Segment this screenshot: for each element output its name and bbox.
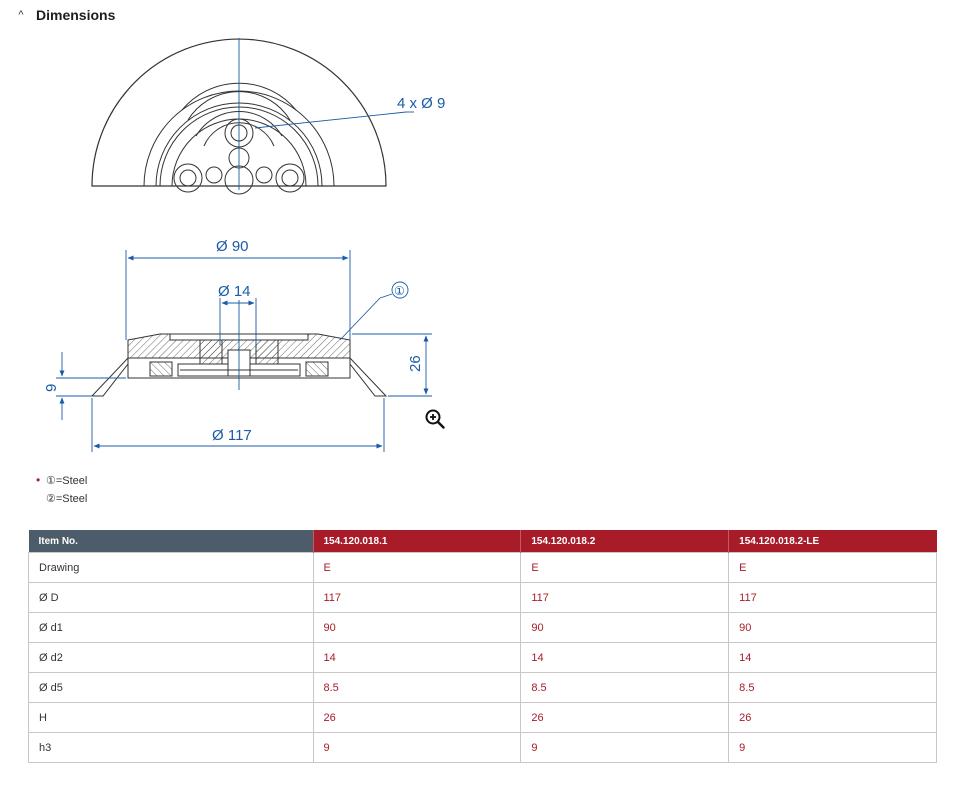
dimensions-section-toggle[interactable] (12, 4, 115, 26)
note-item (36, 471, 87, 489)
table-cell: E (313, 553, 521, 583)
table-row (29, 673, 937, 703)
column-header-item[interactable]: 154.120.018.1 (313, 530, 521, 553)
table-cell: 8.5 (521, 673, 729, 703)
table-row (29, 733, 937, 763)
table-cell: 90 (521, 613, 729, 643)
height-26-label: 26 (407, 355, 424, 372)
bullet-icon: • (36, 473, 41, 487)
table-cell: E (729, 553, 937, 583)
note-text: ①=Steel (46, 474, 88, 487)
table-cell: 90 (313, 613, 521, 643)
table-cell: 8.5 (313, 673, 521, 703)
table-row (29, 703, 937, 733)
row-label: Ø d5 (29, 673, 314, 703)
table-header-row (29, 530, 937, 553)
row-label: Ø d2 (29, 643, 314, 673)
table-cell: 26 (521, 703, 729, 733)
table-cell: 14 (313, 643, 521, 673)
table-cell: 8.5 (729, 673, 937, 703)
table-cell: 26 (729, 703, 937, 733)
column-header-item[interactable]: 154.120.018.2-LE (729, 530, 937, 553)
diameter-90-label: Ø 90 (216, 238, 249, 255)
note-text: ②=Steel (46, 492, 88, 505)
table-cell: 117 (313, 583, 521, 613)
technical-drawing (0, 30, 500, 470)
hole-dimension-label: 4 x Ø 9 (397, 95, 446, 112)
table-row (29, 583, 937, 613)
row-label: Ø D (29, 583, 314, 613)
column-header-item-no: Item No. (29, 530, 314, 553)
column-header-item[interactable]: 154.120.018.2 (521, 530, 729, 553)
table-cell: 14 (521, 643, 729, 673)
table-cell: 117 (521, 583, 729, 613)
chevron-up-icon: ^ (18, 9, 24, 21)
table-cell: E (521, 553, 729, 583)
callout-label: ① (394, 284, 405, 298)
table-cell: 117 (729, 583, 937, 613)
row-label: Drawing (29, 553, 314, 583)
diameter-14-label: Ø 14 (218, 283, 251, 300)
material-notes (36, 471, 87, 507)
row-label: Ø d1 (29, 613, 314, 643)
table-cell: 90 (729, 613, 937, 643)
row-label: h3 (29, 733, 314, 763)
table-cell: 14 (729, 643, 937, 673)
zoom-in-icon[interactable] (424, 408, 446, 430)
table-cell: 9 (313, 733, 521, 763)
table-cell: 9 (729, 733, 937, 763)
table-row (29, 553, 937, 583)
height-9-label: 9 (43, 383, 60, 392)
dimensions-table (28, 530, 937, 763)
section-title: Dimensions (36, 7, 116, 23)
row-label: H (29, 703, 314, 733)
note-item (36, 489, 87, 507)
table-row (29, 643, 937, 673)
table-row (29, 613, 937, 643)
table-cell: 26 (313, 703, 521, 733)
diameter-117-label: Ø 117 (212, 427, 252, 444)
table-cell: 9 (521, 733, 729, 763)
